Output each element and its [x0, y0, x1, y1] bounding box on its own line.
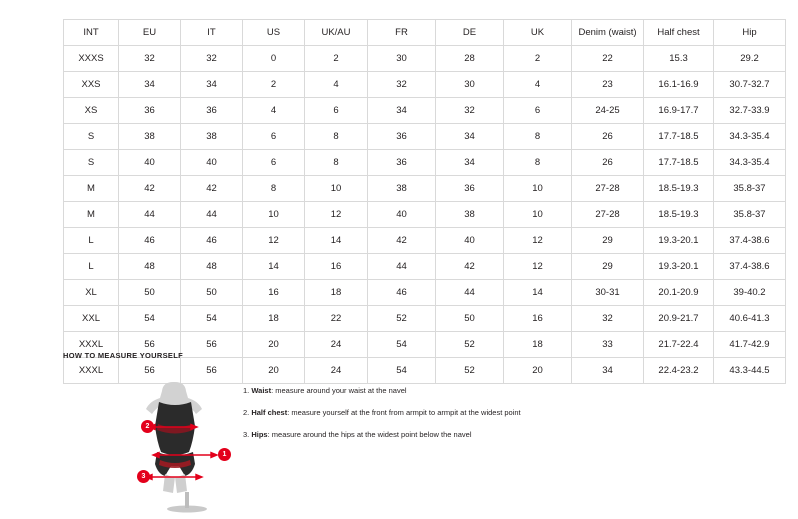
table-cell: 29: [572, 254, 644, 280]
table-cell: 24: [305, 358, 368, 384]
table-cell: M: [64, 202, 119, 228]
table-cell: 56: [181, 358, 243, 384]
table-cell: S: [64, 150, 119, 176]
table-cell: 4: [305, 72, 368, 98]
table-cell: 37.4-38.6: [714, 254, 786, 280]
table-cell: 15.3: [644, 46, 714, 72]
table-cell: 36: [119, 98, 181, 124]
table-cell: 40: [436, 228, 504, 254]
table-cell: 50: [119, 280, 181, 306]
table-cell: 20.1-20.9: [644, 280, 714, 306]
table-cell: 10: [305, 176, 368, 202]
table-cell: 34: [119, 72, 181, 98]
table-cell: 44: [119, 202, 181, 228]
table-cell: 42: [119, 176, 181, 202]
measure-badge-1: 1: [218, 448, 231, 461]
table-cell: 50: [436, 306, 504, 332]
table-cell: 0: [243, 46, 305, 72]
table-cell: 29.2: [714, 46, 786, 72]
table-cell: 40: [181, 150, 243, 176]
table-cell: 35.8-37: [714, 202, 786, 228]
table-cell: 36: [368, 124, 436, 150]
table-cell: 36: [436, 176, 504, 202]
table-cell: 38: [119, 124, 181, 150]
table-cell: 6: [305, 98, 368, 124]
table-cell: 16.1-16.9: [644, 72, 714, 98]
measure-steps-list: [243, 385, 723, 451]
table-cell: 34: [436, 124, 504, 150]
table-cell: 12: [305, 202, 368, 228]
table-cell: 30.7-32.7: [714, 72, 786, 98]
table-cell: 40: [368, 202, 436, 228]
table-cell: 42: [368, 228, 436, 254]
table-cell: 24: [305, 332, 368, 358]
table-cell: 22: [572, 46, 644, 72]
mannequin-svg: [115, 374, 235, 514]
column-header: FR: [368, 20, 436, 46]
table-cell: 46: [119, 228, 181, 254]
table-cell: 32: [181, 46, 243, 72]
table-cell: 48: [119, 254, 181, 280]
table-row: [64, 98, 786, 124]
table-cell: 19.3-20.1: [644, 228, 714, 254]
column-header: UK/AU: [305, 20, 368, 46]
table-cell: 44: [436, 280, 504, 306]
table-cell: 6: [504, 98, 572, 124]
table-cell: 14: [243, 254, 305, 280]
table-cell: 32: [572, 306, 644, 332]
table-cell: 32.7-33.9: [714, 98, 786, 124]
table-cell: 36: [181, 98, 243, 124]
table-cell: XXXL: [64, 332, 119, 358]
table-cell: 16: [305, 254, 368, 280]
table-cell: 52: [436, 358, 504, 384]
table-cell: 2: [305, 46, 368, 72]
table-cell: 4: [243, 98, 305, 124]
table-cell: 33: [572, 332, 644, 358]
measure-step-term: Half chest: [251, 408, 288, 417]
table-row: [64, 306, 786, 332]
table-cell: 22: [305, 306, 368, 332]
table-row: [64, 176, 786, 202]
measure-step-text: : measure around your waist at the navel: [271, 386, 407, 395]
table-cell: 36: [368, 150, 436, 176]
column-header: US: [243, 20, 305, 46]
table-cell: 32: [119, 46, 181, 72]
table-cell: 18.5-19.3: [644, 202, 714, 228]
table-cell: 18: [504, 332, 572, 358]
table-cell: 12: [243, 228, 305, 254]
measure-step-number: 1.: [243, 386, 252, 395]
column-header: Hip: [714, 20, 786, 46]
table-cell: 44: [368, 254, 436, 280]
table-cell: 48: [181, 254, 243, 280]
how-to-measure-title: HOW TO MEASURE YOURSELF: [63, 351, 183, 360]
table-cell: 8: [504, 150, 572, 176]
table-cell: 20: [504, 358, 572, 384]
table-cell: 26: [572, 124, 644, 150]
table-row: [64, 254, 786, 280]
table-cell: 28: [436, 46, 504, 72]
table-cell: 17.7-18.5: [644, 124, 714, 150]
table-cell: 26: [572, 150, 644, 176]
table-cell: 27-28: [572, 202, 644, 228]
table-cell: 46: [181, 228, 243, 254]
table-cell: 34: [572, 358, 644, 384]
table-cell: 16: [504, 306, 572, 332]
table-cell: 19.3-20.1: [644, 254, 714, 280]
measure-step-text: : measure yourself at the front from armpit to armpit at the widest point: [287, 408, 521, 417]
table-row: [64, 202, 786, 228]
table-cell: 43.3-44.5: [714, 358, 786, 384]
table-cell: 8: [305, 150, 368, 176]
table-header-row: [64, 20, 786, 46]
table-cell: 14: [504, 280, 572, 306]
table-cell: 54: [368, 358, 436, 384]
column-header: EU: [119, 20, 181, 46]
table-cell: 44: [181, 202, 243, 228]
table-cell: 10: [504, 176, 572, 202]
table-row: [64, 124, 786, 150]
table-cell: 40: [119, 150, 181, 176]
table-cell: 34: [436, 150, 504, 176]
table-cell: L: [64, 228, 119, 254]
table-cell: 18.5-19.3: [644, 176, 714, 202]
table-cell: 2: [243, 72, 305, 98]
table-cell: 56: [181, 332, 243, 358]
size-table-container: [63, 19, 770, 384]
measure-step: [243, 407, 723, 418]
measure-step-number: 2.: [243, 408, 252, 417]
table-cell: 27-28: [572, 176, 644, 202]
table-row: [64, 72, 786, 98]
how-to-measure-section: [63, 351, 743, 514]
table-cell: 52: [436, 332, 504, 358]
table-cell: 41.7-42.9: [714, 332, 786, 358]
column-header: Denim (waist): [572, 20, 644, 46]
table-cell: 32: [436, 98, 504, 124]
mannequin-illustration: [115, 374, 235, 514]
table-cell: 17.7-18.5: [644, 150, 714, 176]
table-cell: 34.3-35.4: [714, 124, 786, 150]
table-cell: XXS: [64, 72, 119, 98]
measure-step-term: Hips: [251, 430, 268, 439]
table-cell: 10: [243, 202, 305, 228]
table-cell: 20.9-21.7: [644, 306, 714, 332]
table-cell: 39-40.2: [714, 280, 786, 306]
table-cell: 37.4-38.6: [714, 228, 786, 254]
measure-badge-3: 3: [137, 470, 150, 483]
table-cell: 40.6-41.3: [714, 306, 786, 332]
table-cell: 20: [243, 358, 305, 384]
measure-step-number: 3.: [243, 430, 252, 439]
table-cell: XXL: [64, 306, 119, 332]
column-header: IT: [181, 20, 243, 46]
table-cell: 6: [243, 150, 305, 176]
table-cell: 12: [504, 228, 572, 254]
table-cell: 23: [572, 72, 644, 98]
table-cell: XL: [64, 280, 119, 306]
table-cell: 34.3-35.4: [714, 150, 786, 176]
table-row: [64, 150, 786, 176]
table-cell: 8: [504, 124, 572, 150]
table-cell: 38: [436, 202, 504, 228]
table-cell: 18: [305, 280, 368, 306]
table-cell: 54: [181, 306, 243, 332]
table-cell: 52: [368, 306, 436, 332]
table-cell: 16.9-17.7: [644, 98, 714, 124]
table-cell: 6: [243, 124, 305, 150]
table-cell: 50: [181, 280, 243, 306]
table-cell: 20: [243, 332, 305, 358]
table-cell: 34: [368, 98, 436, 124]
table-cell: 42: [436, 254, 504, 280]
table-cell: 56: [119, 332, 181, 358]
table-row: [64, 46, 786, 72]
table-cell: 2: [504, 46, 572, 72]
size-table-body: [64, 20, 786, 384]
table-cell: M: [64, 176, 119, 202]
column-header: Half chest: [644, 20, 714, 46]
measure-badge-2: 2: [141, 420, 154, 433]
table-cell: 30-31: [572, 280, 644, 306]
table-cell: 54: [119, 306, 181, 332]
table-cell: 38: [368, 176, 436, 202]
table-cell: 16: [243, 280, 305, 306]
table-cell: 54: [368, 332, 436, 358]
table-cell: 8: [243, 176, 305, 202]
table-cell: 12: [504, 254, 572, 280]
measure-step-term: Waist: [251, 386, 272, 395]
table-cell: 18: [243, 306, 305, 332]
table-row: [64, 280, 786, 306]
measure-step-text: : measure around the hips at the widest point below the navel: [267, 430, 472, 439]
how-to-measure-body: [63, 374, 743, 514]
table-cell: 10: [504, 202, 572, 228]
table-cell: L: [64, 254, 119, 280]
table-cell: XXXL: [64, 358, 119, 384]
table-cell: 46: [368, 280, 436, 306]
table-cell: 56: [119, 358, 181, 384]
table-cell: 30: [436, 72, 504, 98]
table-cell: S: [64, 124, 119, 150]
measure-step: [243, 385, 723, 396]
table-cell: XXXS: [64, 46, 119, 72]
column-header: INT: [64, 20, 119, 46]
table-row: [64, 228, 786, 254]
table-cell: 29: [572, 228, 644, 254]
table-cell: 32: [368, 72, 436, 98]
table-cell: 34: [181, 72, 243, 98]
column-header: UK: [504, 20, 572, 46]
size-conversion-table: [63, 19, 786, 384]
table-cell: 42: [181, 176, 243, 202]
table-cell: 14: [305, 228, 368, 254]
table-cell: 38: [181, 124, 243, 150]
table-cell: 24-25: [572, 98, 644, 124]
table-cell: 30: [368, 46, 436, 72]
measure-step: [243, 429, 723, 440]
table-cell: 4: [504, 72, 572, 98]
table-cell: 35.8-37: [714, 176, 786, 202]
table-cell: 21.7-22.4: [644, 332, 714, 358]
column-header: DE: [436, 20, 504, 46]
table-cell: 22.4-23.2: [644, 358, 714, 384]
table-cell: XS: [64, 98, 119, 124]
table-cell: 8: [305, 124, 368, 150]
